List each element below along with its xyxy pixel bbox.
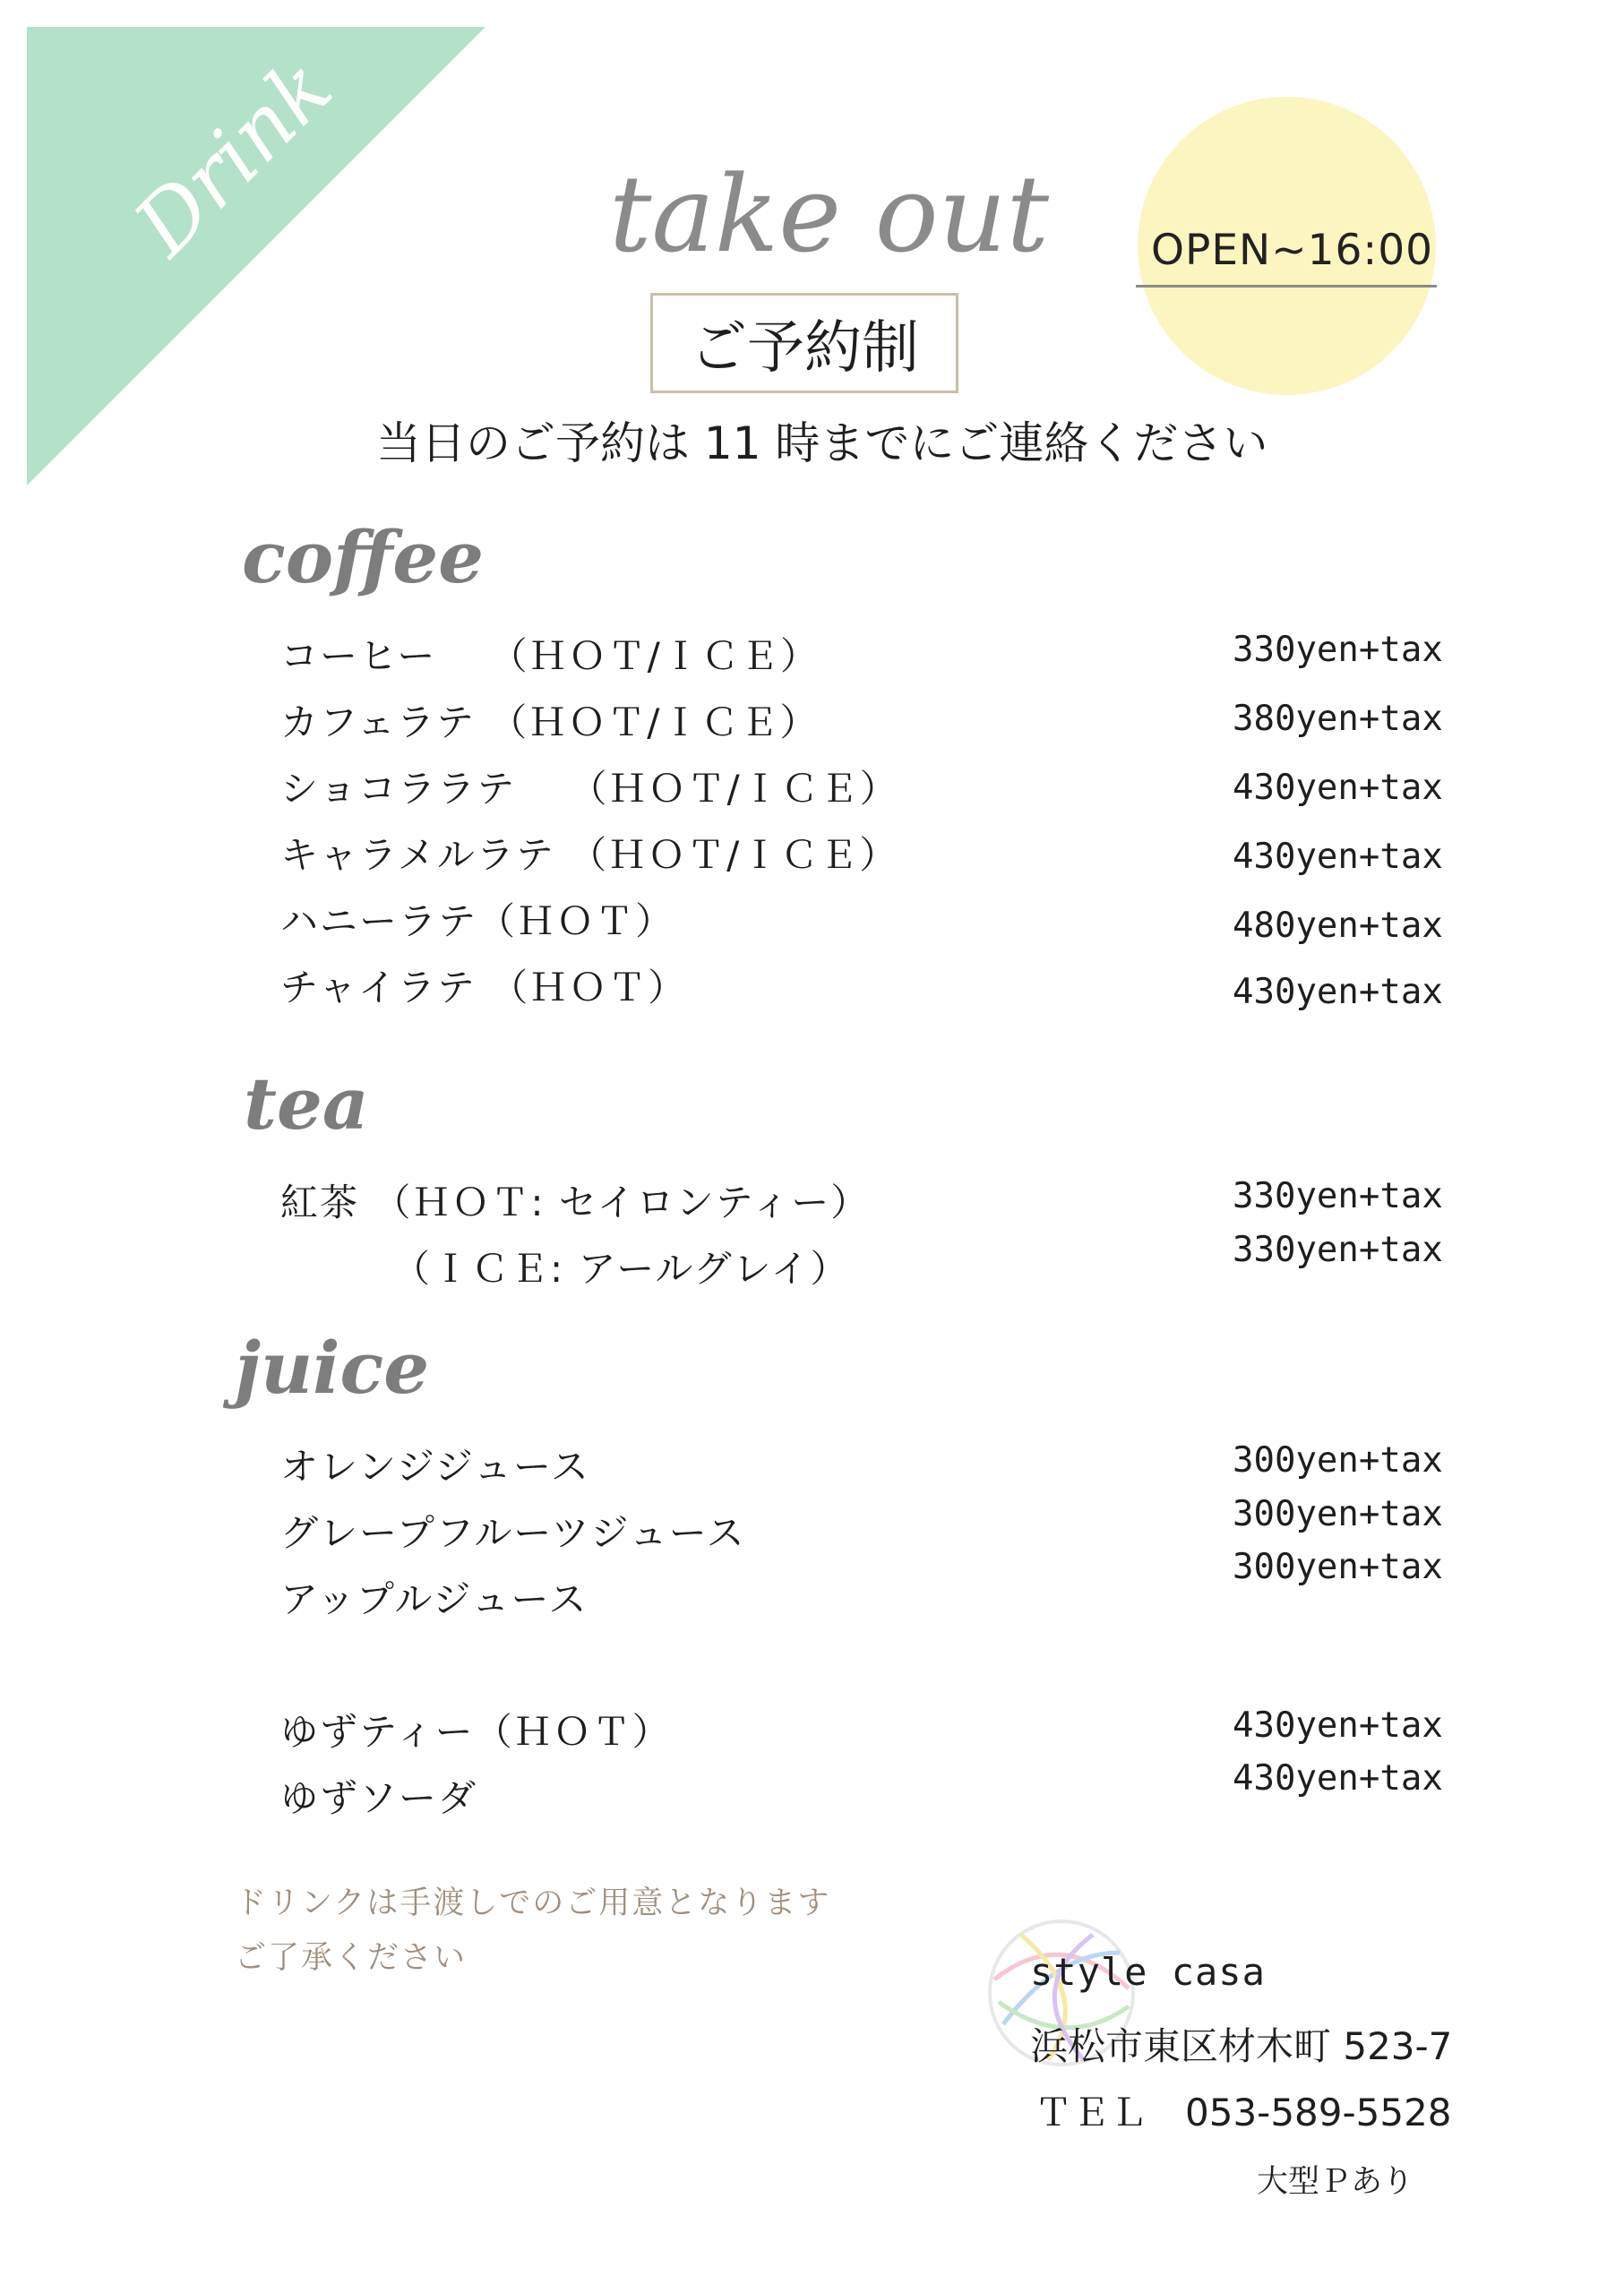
note-line: ご了承ください [235,1940,468,1976]
menu-item-price: 430yen+tax [1233,837,1443,877]
corner-label: Drink [116,39,351,274]
menu-item-name: ゆずティー（ＨＯＴ） [280,1710,672,1754]
menu-item-price: 430yen+tax [1233,1705,1443,1746]
menu-item-price: 300yen+tax [1233,1547,1443,1587]
menu-item-name: ハニーラテ（ＨＯＴ） [280,899,675,943]
shop-name: style casa [1030,1950,1266,1994]
menu-item-name: アップルジュース [280,1577,589,1621]
open-hours: OPEN~16:00 [1151,226,1434,275]
menu-item-name: オレンジジュース [280,1445,590,1489]
menu-item-name: キャラメルラテ （ＨＯＴ/ＩＣＥ） [280,833,899,877]
menu-item-price: 430yen+tax [1233,1758,1443,1799]
menu-item-price: 330yen+tax [1233,1230,1443,1270]
menu-item-price: 480yen+tax [1233,906,1443,946]
reservation-badge: ご予約制 [650,293,958,393]
page-title: take out [609,152,1050,276]
menu-item-price: 300yen+tax [1233,1440,1443,1481]
shop-phone: ＴＥＬ 053-589-5528 [1035,2091,1452,2134]
menu-item-name: ゆずソーダ [280,1776,478,1820]
menu-item-price: 300yen+tax [1233,1494,1443,1534]
menu-item-name: コーヒー （ＨＯＴ/ＩＣＥ） [280,634,820,678]
menu-item-name: （ＩＣＥ: アールグレイ） [392,1247,850,1291]
menu-item-price: 330yen+tax [1233,630,1443,670]
parking-info: 大型Ｐあり [1257,2164,1414,2200]
section-heading-coffee: coffee [242,515,485,599]
note-line: ドリンクは手渡しでのご用意となります [235,1885,831,1921]
section-heading-tea: tea [244,1061,369,1146]
menu-item-price: 430yen+tax [1233,972,1443,1012]
menu-item-price: 430yen+tax [1233,768,1443,808]
menu-item-name: ショコララテ （ＨＯＴ/ＩＣＥ） [280,767,899,811]
menu-item-price: 380yen+tax [1233,699,1443,739]
reservation-notice: 当日のご予約は 11 時までにご連絡ください [376,417,1268,469]
shop-address: 浜松市東区材木町 523-7 [1030,2024,1453,2068]
menu-item-name: グレープフルーツジュース [280,1511,746,1555]
open-hours-underline [1136,285,1437,288]
section-heading-juice: juice [235,1326,430,1410]
menu-item-name: カフェラテ （ＨＯＴ/ＩＣＥ） [280,700,820,744]
menu-item-price: 330yen+tax [1233,1176,1443,1216]
menu-item-name: 紅茶 （ＨＯＴ: セイロンティー） [280,1181,871,1224]
menu-item-name: チャイラテ （ＨＯＴ） [280,966,688,1009]
